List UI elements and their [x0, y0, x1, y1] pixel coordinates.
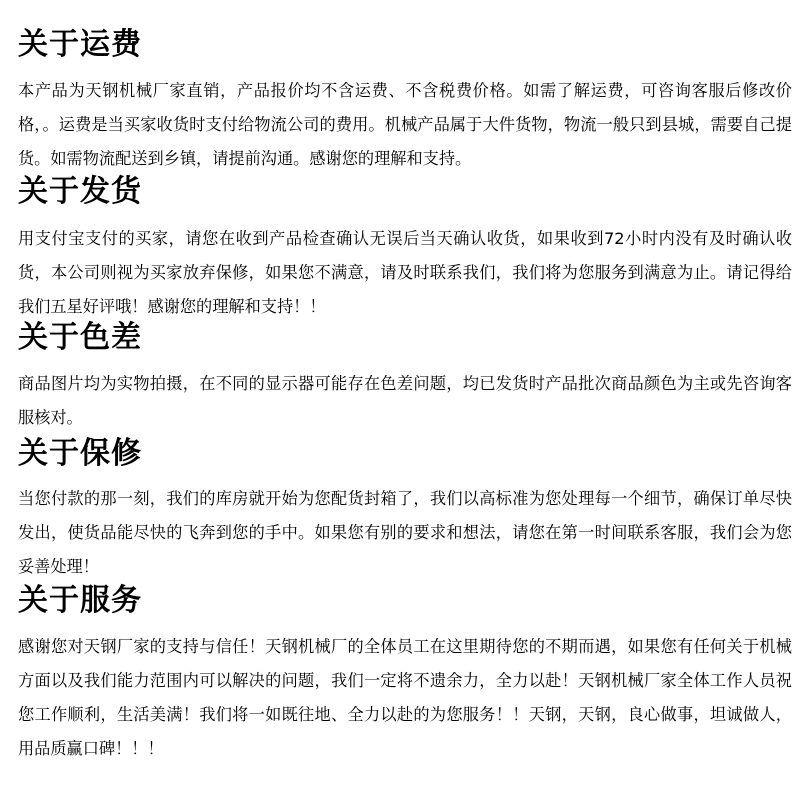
- delivery-text: 用支付宝支付的买家，请您在收到产品检查确认无误后当天确认收货，如果收到72小时内没有及时确认收货，本公司则视为买家放弃保修，如果您不满意，请及时联系我们，我们将为您服务到满意为止。请记得给我们五星好评哦！感谢您的理解和支持！！: [18, 229, 792, 316]
- shipping-fee-title: 关于运费: [18, 27, 142, 62]
- warranty-text: 当您付款的那一刻，我们的库房就开始为您配货封箱了，我们以高标准为您处理每一个细节，确保订单尽快发出，使货品能尽快的飞奔到您的手中。如果您有别的要求和想法，请您在第一时间联系客服，我们会为您妥善处理！: [18, 489, 792, 576]
- service-title: 关于服务: [18, 583, 142, 618]
- service-text: 感谢您对天钢厂家的支持与信任！天钢机械厂的全体员工在这里期待您的不期而遇，如果您有任何关于机械方面以及我们能力范围内可以解决的问题，我们一定将不遗余力，全力以赴！天钢机械厂家全体工作人员祝您工作顺利，生活美满！我们将一如既往地、全力以赴的为您服务！！天钢，天钢，良心做事，坦诚做人，用品质赢口碑！！！: [18, 637, 792, 758]
- color-difference-text: 商品图片均为实物拍摄，在不同的显示器可能存在色差问题，均已发货时产品批次商品颜色为主或先咨询客服核对。: [18, 374, 792, 427]
- color-difference-title: 关于色差: [18, 320, 142, 355]
- shipping-fee-text: 本产品为天钢机械厂家直销，产品报价均不含运费、不含税费价格。如需了解运费，可咨询客服后修改价格，。运费是当买家收货时支付给物流公司的费用。机械产品属于大件货物，物流一般只到县城，需要自己提货。如需物流配送到乡镇，请提前沟通。感谢您的理解和支持。: [18, 81, 792, 168]
- warranty-title: 关于保修: [18, 436, 142, 471]
- delivery-title: 关于发货: [18, 174, 142, 209]
